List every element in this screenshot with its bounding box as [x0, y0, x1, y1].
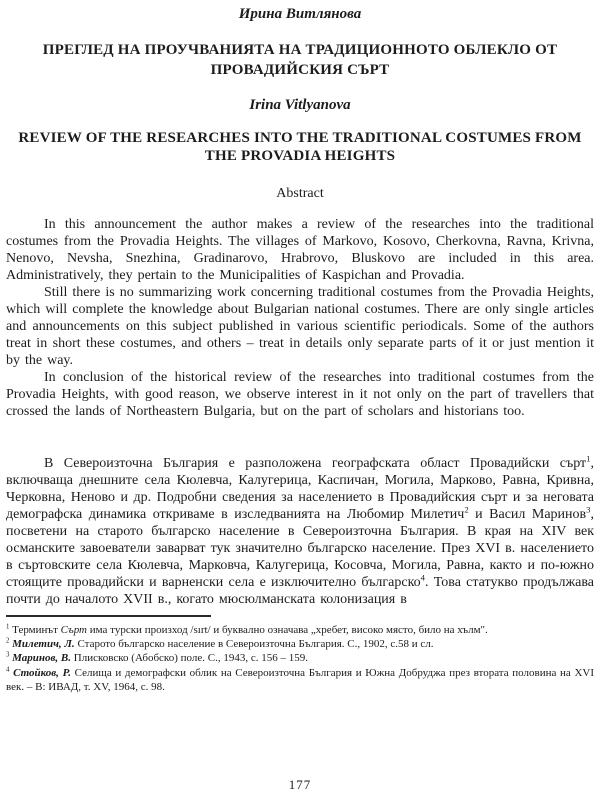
abstract-paragraph-2: Still there is no summarizing work concerning traditional costumes from the Provadia Heights, which will complete the knowledge about Bulgarian national costumes. There are only single articles and announcements on this subject published in various scientific periodicals. Some of the authors treat in short these costumes, and others – treat in details only separate parts of it or just mention it by the way.	[6, 285, 594, 368]
footnotes-section	[6, 623, 594, 694]
footnote-2: $^2$ Милетич, Л. Старото българско население в Североизточна България. С., 1902, с.58 и сл.	[6, 637, 434, 651]
article-title-english: REVIEW OF THE RESEARCHES INTO THE TRADITIONAL COSTUMES FROM THE PROVADIA HEIGHTS	[18, 130, 582, 164]
footnote-3: $^3$ Маринов, В. Плисковско (Абобско) поле. С., 1943, с. 156 – 159.	[6, 651, 308, 665]
author-name-english: Irina Vitlyanova	[249, 97, 351, 113]
page-number: 177	[288, 777, 312, 792]
body-paragraph: В Североизточна България е разположена географската област Провадийски сърт$^1$, включваща днешните села Кюлевча, Калугерица, Каспичан, Могила, Марково, Равна, Кривна, Черковна, Неново и др. Подробни сведения за населението в Провадийския сърт и за неговата демографска динамика откриваме в изследванията на Любомир Милетич$^2$ и Васил Маринов$^3$, посветени на старото българско население в Североизточна България. В края на XIV век османските завоеватели заварват тук значително българско население. През XVI в. населението в съртовските села Кюлевча, Марковча, Калугерица, Косовча, Могила, Равна, както и по-южно стоящите провадийски и варненски села е изключително българско$^4$. Това статукво продължава почти до началото XVII в., когато мюсюлманската колонизация в	[6, 453, 594, 607]
abstract-paragraph-3: In conclusion of the historical review of the researches into traditional costumes from the Provadia Heights, with good reason, we observe interest in it not only on the part of travellers that crossed the lands of Northeastern Bulgaria, but on the part of scholars and historians too.	[6, 370, 594, 419]
footnote-4: $^4$ Стойков, Р. Селища и демографски облик на Североизточна България и Южна Добруджа през втората половина на XVI век. – В: ИВАД, т. XV, 1964, с. 98.	[6, 665, 595, 693]
abstract-section	[6, 216, 594, 420]
abstract-paragraph-1: In this announcement the author makes a review of the researches into the traditional costumes from the Provadia Heights. The villages of Markovo, Kosovo, Cherkovna, Ravna, Krivna, Nenovo, Nevsha, Snezhina, Gradinarovo, Hrabrovo, Bluskovo are included in this area. Administratively, they pertain to the Municipalities of Kaspichan and Provadia.	[6, 217, 594, 283]
abstract-heading: Abstract	[276, 186, 324, 201]
footnote-separator	[6, 615, 211, 617]
footnote-1: $^1$ Терминът Сърт има турски произход /sırt/ и буквално означава „хребет, високо място, било на хълм".	[6, 623, 488, 636]
article-title-bulgarian: ПРЕГЛЕД НА ПРОУЧВАНИЯТА НА ТРАДИЦИОННОТО ОБЛЕКЛО ОТ ПРОВАДИЙСКИЯ СЪРТ	[42, 42, 558, 78]
author-name-bulgarian: Ирина Витлянова	[238, 6, 362, 22]
